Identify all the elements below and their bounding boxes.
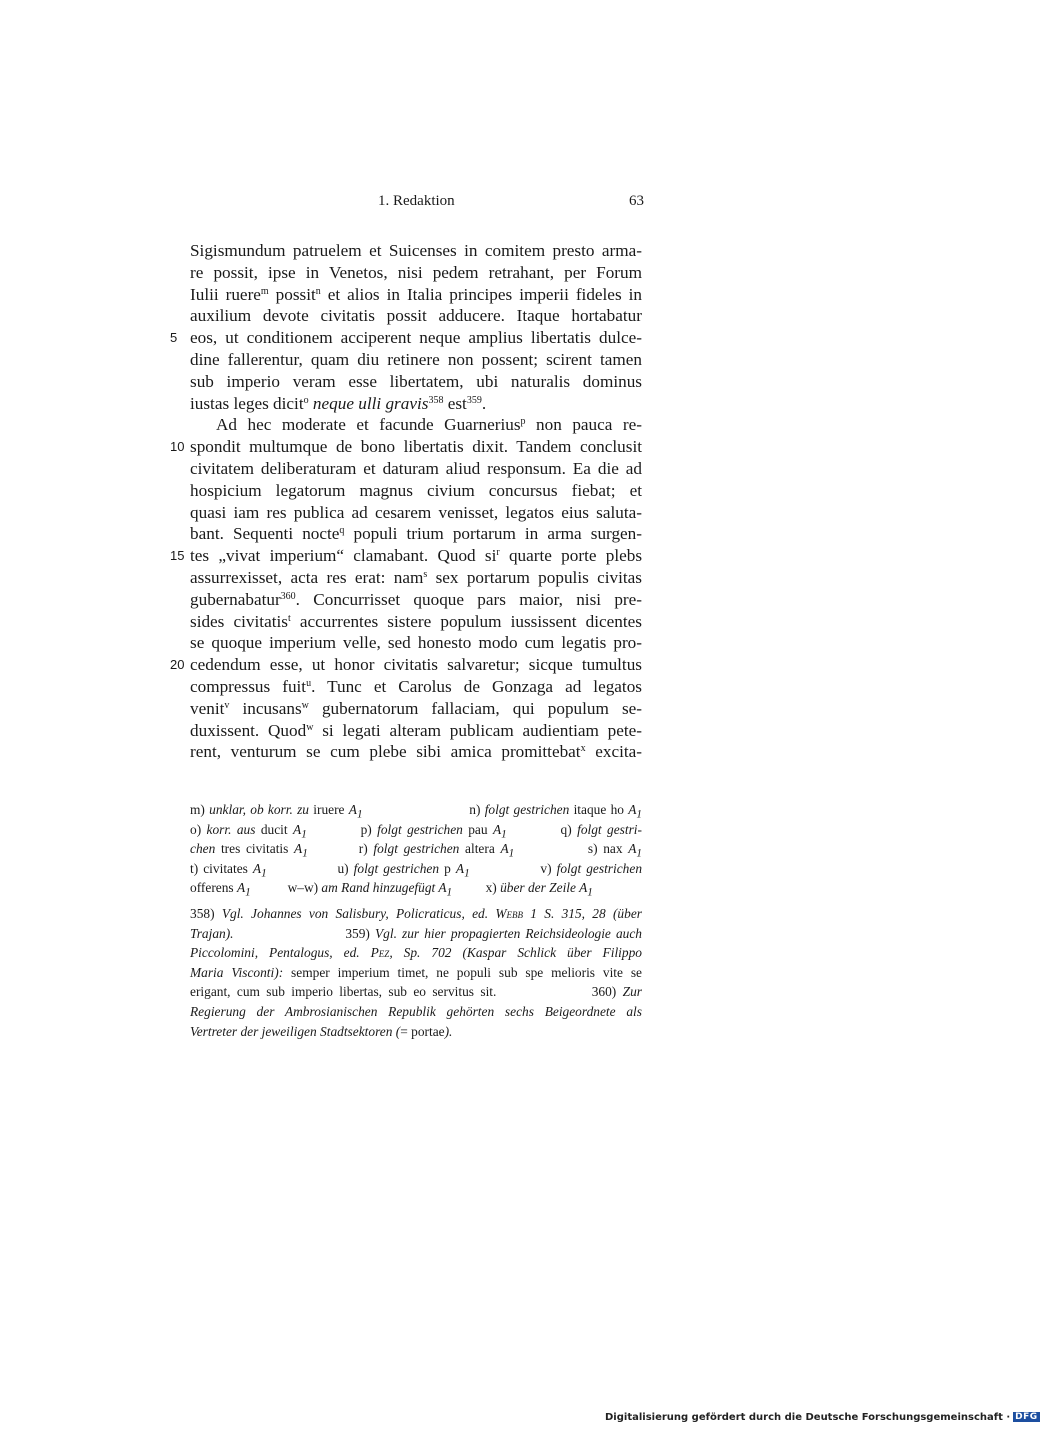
running-header <box>190 193 644 215</box>
running-title: 1. Redaktion <box>378 193 455 209</box>
text-line <box>190 240 642 262</box>
line-content: Sigismundum patruelem et Suicenses in comitem presto arma- <box>190 241 642 260</box>
line-content: dine fallerentur, quam diu retinere non possent; scirent tamen <box>190 349 642 369</box>
text-line <box>190 741 642 763</box>
apparatus-line: offerens $A_1$ w–w) am Rand hinzugefügt $A_1$ x) über der Zeile $A_1$ <box>190 880 593 900</box>
text-line <box>190 611 642 633</box>
line-content: auxilium devote civitatis possit adducere. Itaque hortabatur <box>190 306 642 326</box>
line-content: cedendum esse, ut honor civitatis salvaretur; sicque tumultus <box>190 655 642 675</box>
text-line <box>190 502 642 524</box>
footnote-line: Trajan). 359) Vgl. zur hier propagierten Reichsideologie auch <box>190 925 642 941</box>
footnotes <box>190 904 642 1041</box>
line-number: 5 <box>170 330 178 346</box>
line-content: hospicium legatorum magnus civium concursus fiebat; et <box>190 480 642 500</box>
line-number: 10 <box>170 439 185 455</box>
line-content: rent, venturum se cum plebe sibi amica promittebat$^x$ excita- <box>190 742 642 762</box>
text-line <box>190 480 642 502</box>
main-text <box>170 240 643 763</box>
text-line <box>190 305 642 327</box>
footnote-line: Regierung der Ambrosianischen Republik gehörten sechs Beigeordnete als <box>190 1003 642 1019</box>
line-content: compressus fuit$^u$. Tunc et Carolus de Gonzaga ad legatos <box>190 676 642 696</box>
text-line <box>190 393 642 415</box>
footnote-line: Maria Visconti): semper imperium timet, ne populi sub spe melioris vite se <box>190 964 642 980</box>
line-number: 15 <box>170 548 185 564</box>
line-content: civitatem deliberaturam et daturam aliud responsum. Ea die ad <box>190 458 642 478</box>
text-line <box>170 327 642 349</box>
line-number: 20 <box>170 657 185 673</box>
text-line <box>170 436 642 458</box>
critical-apparatus <box>190 800 642 898</box>
text-line <box>190 720 642 742</box>
text-line <box>190 414 642 436</box>
line-content: iustas leges dicit$^o$ neque ulli gravis$^{358}$ est$^{359}$. <box>190 393 487 413</box>
text-line <box>190 458 642 480</box>
text-line <box>190 262 642 284</box>
text-line <box>190 676 642 698</box>
dfg-logo: DFG <box>1015 1412 1038 1422</box>
apparatus-line: o) korr. aus ducit $A_1$ p) folgt gestrichen pau $A_1$ q) folgt gestri- <box>190 821 642 841</box>
funding-notice <box>605 1412 1040 1423</box>
text-line <box>190 349 642 371</box>
line-content: Iulii ruere$^m$ possit$^n$ et alios in Italia principes imperii fideles in <box>190 284 642 304</box>
apparatus-line: chen tres civitatis $A_1$ r) folgt gestrichen altera $A_1$ s) nax $A_1$ <box>190 841 642 860</box>
text-line <box>190 589 642 611</box>
line-content: Ad hec moderate et facunde Guarnerius$^p$ non pauca re- <box>216 415 642 435</box>
text-line <box>190 523 642 545</box>
apparatus-line: t) civitates $A_1$ u) folgt gestrichen p $A_1$ v) folgt gestrichen <box>190 860 643 880</box>
page-number: 63 <box>629 193 644 209</box>
line-content: venit$^v$ incusans$^w$ gubernatorum fallaciam, qui populum se- <box>190 698 642 718</box>
text-line <box>190 698 642 720</box>
line-content: quasi iam res publica ad cesarem venisset, legatos eius saluta- <box>190 502 642 522</box>
footnote-line: Piccolomini, Pentalogus, ed. Pez, Sp. 702 (Kaspar Schlick über Filippo <box>190 945 642 961</box>
footnote-line: Vertreter der jeweiligen Stadtsektoren (= portae). <box>190 1023 453 1039</box>
footnote-line: 358) Vgl. Johannes von Salisbury, Policraticus, ed. Webb 1 S. 315, 28 (über <box>190 906 642 921</box>
line-content: assurrexisset, acta res erat: nam$^s$ sex portarum populis civitas <box>190 567 642 587</box>
line-content: sub imperio veram esse libertatem, ubi naturalis dominus <box>190 371 642 391</box>
line-content: bant. Sequenti nocte$^q$ populi trium portarum in arma surgen- <box>190 524 642 544</box>
line-content: se quoque imperium velle, sed honesto modo cum legatis pro- <box>190 633 642 653</box>
line-content: sides civitatis$^t$ accurrentes sistere populum iussissent dicentes <box>190 611 642 631</box>
text-line <box>190 371 642 393</box>
text-line <box>170 545 643 567</box>
line-content: duxissent. Quod$^w$ si legati alteram publicam audientiam pete- <box>190 720 643 740</box>
apparatus-line: m) unklar, ob korr. zu iruere $A_1$ n) folgt gestrichen itaque ho $A_1$ <box>190 802 642 821</box>
text-line <box>190 632 642 654</box>
line-content: re possit, ipse in Venetos, nisi pedem retrahant, per Forum <box>190 262 642 282</box>
line-content: spondit multumque de bono libertatis dixit. Tandem conclusit <box>190 437 642 457</box>
line-content: eos, ut conditionem acciperent neque amplius libertatis dulce- <box>190 328 642 348</box>
text-line <box>170 654 642 676</box>
text-line <box>190 284 642 306</box>
line-content: tes „vivat imperium“ clamabant. Quod $si^r$ quarte porte plebs <box>190 546 643 566</box>
text-line <box>190 567 642 589</box>
line-content: gubernabatur$^{360}$. Concurrisset quoque pars maior, nisi pre- <box>190 589 642 609</box>
footnote-line: erigant, cum sub imperio libertas, sub eo servitus sit. 360) Zur <box>190 984 642 1000</box>
funding-text: Digitalisierung gefördert durch die Deutsche Forschungsgemeinschaft · <box>605 1412 1011 1423</box>
